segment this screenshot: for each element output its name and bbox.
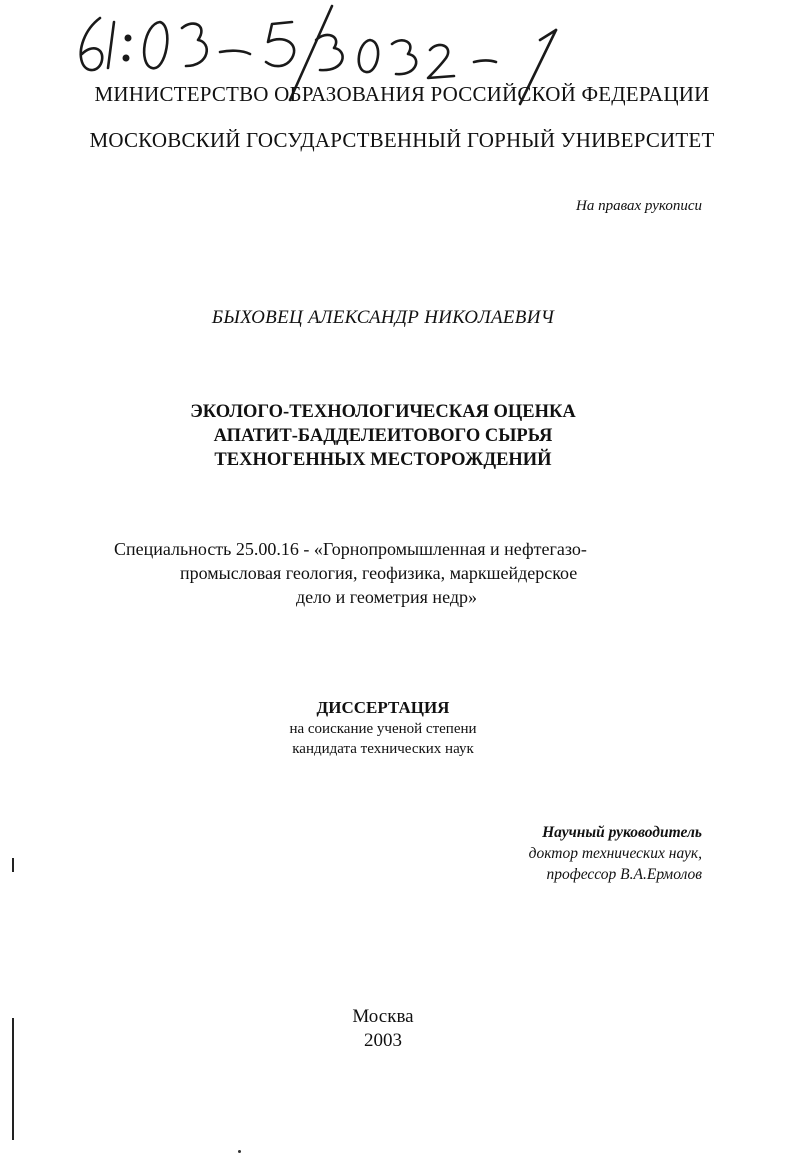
specialty-block xyxy=(114,537,587,609)
dissertation-type-block xyxy=(0,697,796,759)
year: 2003 xyxy=(364,1030,402,1051)
manuscript-rights-note: На правах рукописи xyxy=(576,198,702,214)
scan-edge-mark xyxy=(12,858,14,872)
city: Москва xyxy=(352,1006,414,1027)
advisor-block xyxy=(529,822,702,885)
degree-line-2: кандидата технических наук xyxy=(292,741,474,757)
dissertation-heading: ДИССЕРТАЦИЯ xyxy=(316,698,450,717)
scan-speck xyxy=(238,1150,241,1153)
dissertation-title xyxy=(0,400,796,472)
place-and-year xyxy=(0,1005,796,1053)
ministry-heading: МИНИСТЕРСТВО ОБРАЗОВАНИЯ РОССИЙСКОЙ ФЕДЕРАЦИИ xyxy=(94,82,710,106)
advisor-role: Научный руководитель xyxy=(542,824,702,841)
advisor-degree: доктор технических наук, xyxy=(528,845,702,862)
specialty-line-2: промысловая геология, геофизика, маркшейдерское xyxy=(180,563,578,583)
title-line-1: ЭКОЛОГО-ТЕХНОЛОГИЧЕСКАЯ ОЦЕНКА xyxy=(190,402,576,422)
specialty-line-1: Специальность 25.00.16 - «Горнопромышленная и нефтегазо- xyxy=(114,539,587,559)
specialty-line-3: дело и геометрия недр» xyxy=(296,587,477,607)
author-name: БЫХОВЕЦ АЛЕКСАНДР НИКОЛАЕВИЧ xyxy=(211,307,555,328)
scan-edge-mark xyxy=(12,1018,14,1140)
title-line-2: АПАТИТ-БАДДЕЛЕИТОВОГО СЫРЬЯ xyxy=(213,426,553,446)
degree-line-1: на соискание ученой степени xyxy=(289,721,477,737)
advisor-name: профессор В.А.Ермолов xyxy=(546,866,702,883)
university-heading: МОСКОВСКИЙ ГОСУДАРСТВЕННЫЙ ГОРНЫЙ УНИВЕРСИТЕТ xyxy=(89,128,715,152)
title-line-3: ТЕХНОГЕННЫХ МЕСТОРОЖДЕНИЙ xyxy=(214,450,552,470)
